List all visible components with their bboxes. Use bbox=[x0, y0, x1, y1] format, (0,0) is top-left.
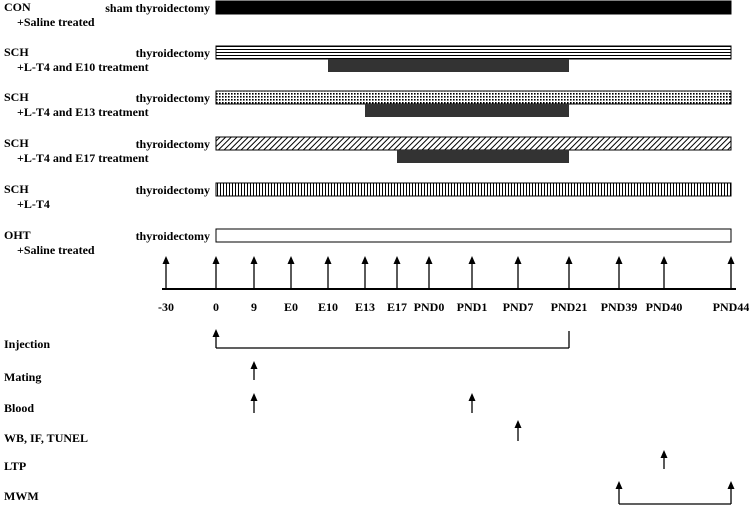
group-sublabel: +L-T4 and E10 treatment bbox=[17, 60, 149, 74]
group-row bbox=[4, 90, 731, 119]
bracket-arrow bbox=[213, 329, 220, 348]
timeline-tick-label: PND39 bbox=[600, 300, 638, 314]
group-sublabel: +L-T4 and E13 treatment bbox=[17, 105, 149, 119]
timeline-tick-label: E10 bbox=[317, 300, 339, 314]
event-label: Blood bbox=[4, 401, 35, 415]
event-bracket bbox=[616, 481, 735, 504]
surgery-bar bbox=[216, 91, 731, 104]
surgery-label: thyroidectomy bbox=[135, 229, 210, 243]
event-row bbox=[4, 450, 668, 473]
arrow-head bbox=[426, 256, 433, 264]
event-bracket bbox=[213, 329, 570, 348]
event-label: WB, IF, TUNEL bbox=[4, 431, 89, 445]
arrow-head bbox=[469, 393, 476, 401]
group-row bbox=[4, 45, 731, 74]
surgery-bar bbox=[216, 229, 731, 242]
timeline-tick-arrow bbox=[728, 256, 735, 289]
timeline-tick-arrow bbox=[616, 256, 623, 289]
timeline-tick-label: PND40 bbox=[645, 300, 683, 314]
arrow-head bbox=[251, 393, 258, 401]
event-row bbox=[4, 329, 569, 351]
group-label: CON bbox=[4, 0, 31, 14]
event-row bbox=[4, 361, 258, 384]
group-sublabel: +L-T4 and E17 treatment bbox=[17, 151, 149, 165]
timeline-tick-label: E17 bbox=[386, 300, 408, 314]
surgery-bar bbox=[216, 1, 731, 14]
arrow-head bbox=[728, 256, 735, 264]
arrow-head bbox=[728, 481, 735, 489]
surgery-label: sham thyroidectomy bbox=[105, 1, 210, 15]
group-label: SCH bbox=[4, 136, 29, 150]
group-label: SCH bbox=[4, 90, 29, 104]
arrow-head bbox=[288, 256, 295, 264]
event-rows bbox=[4, 329, 735, 504]
group-sublabel: +Saline treated bbox=[17, 15, 95, 29]
arrow-head bbox=[251, 256, 258, 264]
treatment-bar bbox=[328, 59, 569, 72]
timeline-tick-arrow bbox=[394, 256, 401, 289]
group-sublabel: +Saline treated bbox=[17, 243, 95, 257]
bracket-arrow bbox=[728, 481, 735, 504]
surgery-bar bbox=[216, 183, 731, 196]
timeline-tick-label: PND1 bbox=[456, 300, 488, 314]
treatment-bar bbox=[397, 150, 569, 163]
timeline-tick-arrow bbox=[163, 256, 170, 289]
timeline-tick-arrow bbox=[426, 256, 433, 289]
group-sublabel: +L-T4 bbox=[17, 197, 50, 211]
event-arrow bbox=[515, 420, 522, 441]
timeline-tick-label: 0 bbox=[213, 300, 219, 314]
timeline-tick-arrow bbox=[362, 256, 369, 289]
event-arrow bbox=[251, 361, 258, 380]
arrow-head bbox=[616, 256, 623, 264]
group-row bbox=[4, 0, 731, 29]
timeline-tick-label: PND21 bbox=[550, 300, 588, 314]
timeline-tick-label: PND7 bbox=[502, 300, 534, 314]
arrow-head bbox=[163, 256, 170, 264]
timeline bbox=[158, 256, 749, 314]
timeline-tick-label: E13 bbox=[354, 300, 376, 314]
arrow-head bbox=[213, 329, 220, 337]
timeline-tick-label: 9 bbox=[251, 300, 257, 314]
event-row bbox=[4, 393, 476, 415]
timeline-tick-label: PND0 bbox=[413, 300, 445, 314]
group-row bbox=[4, 136, 731, 165]
timeline-tick-label: E0 bbox=[283, 300, 299, 314]
group-label: SCH bbox=[4, 45, 29, 59]
timeline-tick-arrow bbox=[566, 256, 573, 289]
timeline-tick-arrow bbox=[288, 256, 295, 289]
event-label: LTP bbox=[4, 459, 27, 473]
arrow-head bbox=[325, 256, 332, 264]
bracket-arrow bbox=[616, 481, 623, 504]
arrow-head bbox=[515, 420, 522, 428]
group-rows bbox=[4, 0, 731, 257]
arrow-head bbox=[213, 256, 220, 264]
event-label: Mating bbox=[4, 370, 42, 384]
arrow-head bbox=[515, 256, 522, 264]
arrow-head bbox=[469, 256, 476, 264]
arrow-head bbox=[661, 450, 668, 458]
arrow-head bbox=[616, 481, 623, 489]
timeline-tick-arrow bbox=[661, 256, 668, 289]
group-label: SCH bbox=[4, 182, 29, 196]
arrow-head bbox=[251, 361, 258, 369]
arrow-head bbox=[566, 256, 573, 264]
surgery-label: thyroidectomy bbox=[135, 137, 210, 151]
group-label: OHT bbox=[4, 228, 31, 242]
surgery-bar bbox=[216, 137, 731, 150]
event-row bbox=[4, 481, 735, 504]
timeline-tick-arrow bbox=[469, 256, 476, 289]
event-row bbox=[4, 420, 522, 445]
surgery-label: thyroidectomy bbox=[135, 183, 210, 197]
event-label: MWM bbox=[4, 489, 39, 503]
arrow-head bbox=[362, 256, 369, 264]
timeline-tick-arrow bbox=[515, 256, 522, 289]
event-label: Injection bbox=[4, 337, 50, 351]
surgery-label: thyroidectomy bbox=[135, 91, 210, 105]
event-arrow bbox=[469, 393, 476, 413]
surgery-label: thyroidectomy bbox=[135, 46, 210, 60]
timeline-tick-label: PND44 bbox=[712, 300, 749, 314]
timeline-tick-arrow bbox=[213, 256, 220, 289]
surgery-bar bbox=[216, 46, 731, 59]
timeline-tick-arrow bbox=[325, 256, 332, 289]
arrow-head bbox=[394, 256, 401, 264]
group-row bbox=[4, 182, 731, 211]
timeline-tick-arrow bbox=[251, 256, 258, 289]
group-row bbox=[4, 228, 731, 257]
timeline-tick-label: -30 bbox=[158, 300, 174, 314]
arrow-head bbox=[661, 256, 668, 264]
event-arrow bbox=[251, 393, 258, 413]
treatment-bar bbox=[365, 104, 569, 117]
event-arrow bbox=[661, 450, 668, 469]
